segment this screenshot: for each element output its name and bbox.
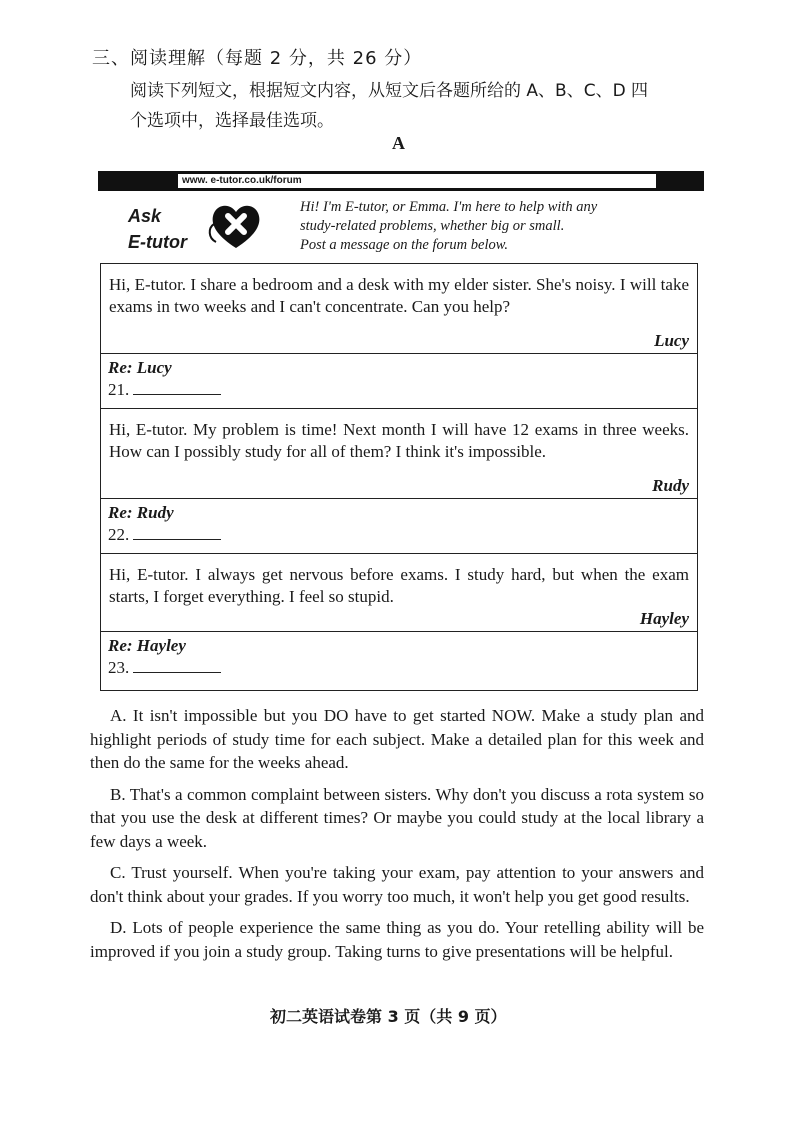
ask-title-line-1: Ask (128, 206, 162, 226)
passage-label: A (392, 133, 405, 153)
post-author: Hayley (639, 609, 689, 628)
heart-logo-icon (206, 198, 266, 254)
question-number: 22. (108, 525, 130, 544)
answer-options (90, 704, 704, 971)
post-text: Hi, E-tutor. I share a bedroom and a desk with my elder sister. She's noisy. I will take exams in two weeks and I can't concentrate. Can you help? (109, 275, 689, 316)
option-c: C. Trust yourself. When you're taking your exam, pay attention to your answers and don't think about your grades. If you worry too much, it won't help you get good results. (90, 863, 704, 906)
forum-post-lucy (101, 264, 697, 354)
forum-post-hayley (101, 554, 697, 632)
question-number: 21. (108, 380, 130, 399)
forum-box (100, 263, 698, 691)
section-heading: 三、阅读理解（每题 2 分，共 26 分） (92, 48, 423, 69)
blank-line (133, 380, 221, 395)
blank-line (133, 658, 221, 673)
forum-url: www. e-tutor.co.uk/forum (178, 174, 656, 188)
intro-line-2: study-related problems, whether big or small. (300, 218, 565, 234)
instructions-line-2: 个选项中，选择最佳选项。 (130, 111, 334, 131)
option-d: D. Lots of people experience the same thing as you do. Your retelling ability will be improved if you join a study group. Taking turns to give presentations will be helpful. (90, 918, 704, 961)
post-text: Hi, E-tutor. My problem is time! Next month I will have 12 exams in three weeks. How can I possibly study for all of them? I think it's impossible. (109, 420, 689, 461)
instructions-line-1: 阅读下列短文，根据短文内容，从短文后各题所给的 A、B、C、D 四 (130, 81, 649, 101)
reply-label: Re: Lucy (108, 358, 172, 377)
answer-blank-23[interactable] (108, 658, 221, 678)
post-text: Hi, E-tutor. I always get nervous before exams. I study hard, but when the exam starts, I forget everything. I feel so stupid. (109, 565, 689, 606)
answer-blank-21[interactable] (108, 380, 221, 400)
post-author: Lucy (654, 331, 689, 350)
intro-line-1: Hi! I'm E-tutor, or Emma. I'm here to help with any (300, 199, 598, 215)
ask-etutor-title (128, 203, 187, 255)
ask-title-line-2: E-tutor (128, 232, 187, 252)
option-b: B. That's a common complaint between sisters. Why don't you discuss a rota system so that you use the desk at different times? Or maybe you could study at the local library a few days a week. (90, 784, 704, 851)
page-footer: 初二英语试卷第 3 页（共 9 页） (270, 1007, 507, 1026)
post-author: Rudy (652, 476, 689, 495)
question-number: 23. (108, 658, 130, 677)
instructions (130, 76, 715, 136)
answer-blank-22[interactable] (108, 525, 221, 545)
reply-label: Re: Rudy (108, 503, 174, 522)
reply-hayley (101, 632, 697, 690)
reply-rudy (101, 499, 697, 554)
intro-text (300, 198, 700, 255)
intro-line-3: Post a message on the forum below. (300, 237, 508, 253)
reply-lucy (101, 354, 697, 409)
forum-post-rudy (101, 409, 697, 499)
blank-line (133, 525, 221, 540)
option-a: A. It isn't impossible but you DO have to get started NOW. Make a study plan and highlight periods of study time for each subject. Make a detailed plan for this week and then do the same for the weeks ahead. (90, 706, 704, 772)
reply-label: Re: Hayley (108, 636, 186, 655)
